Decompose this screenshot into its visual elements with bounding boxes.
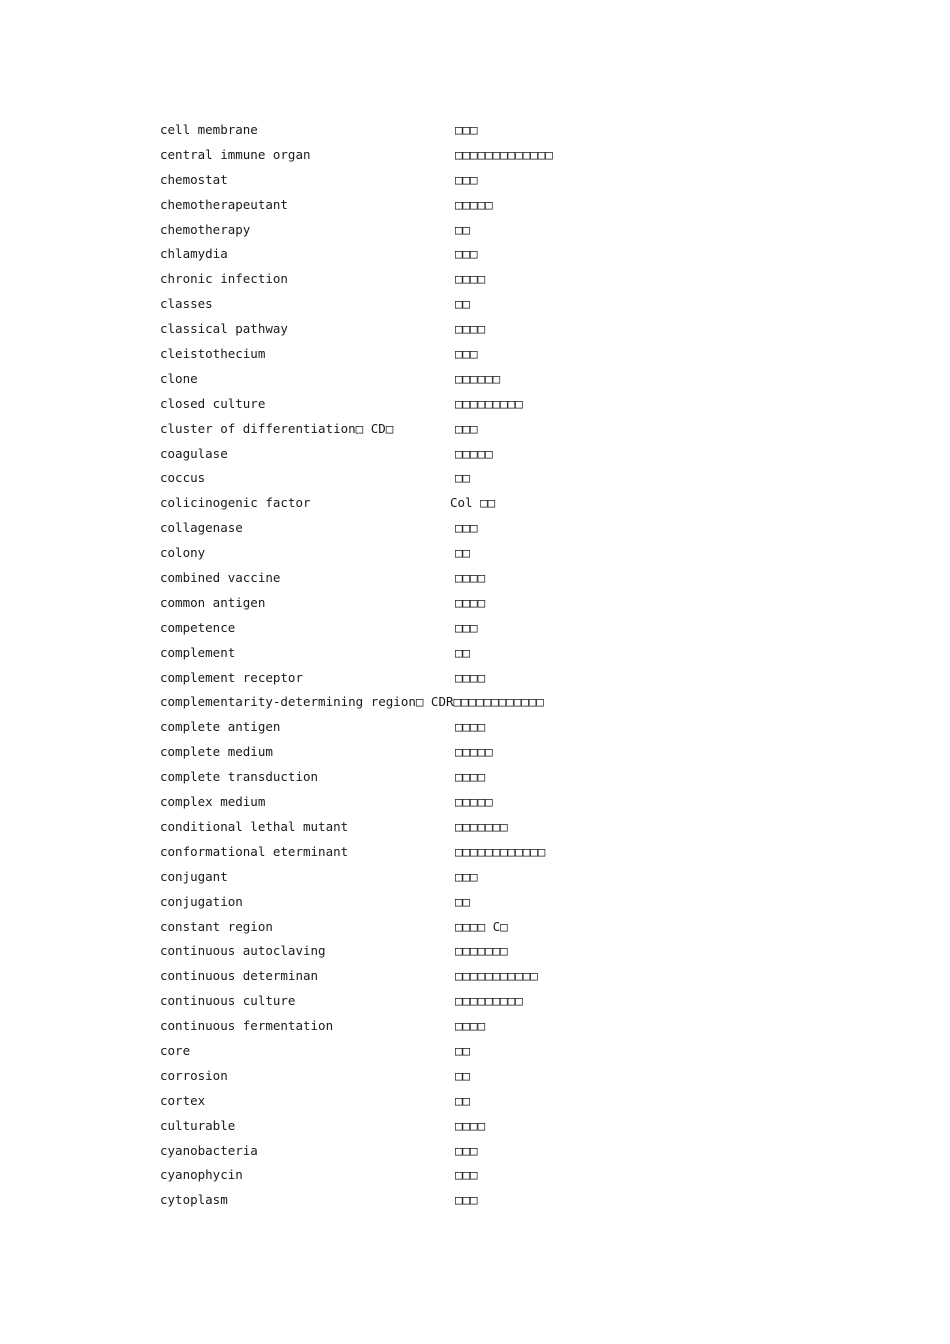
entry-term: continuous culture (160, 993, 296, 1009)
entry-translation: □□□□□□□□□□□ (455, 968, 538, 984)
entry-translation: □□ (455, 1092, 471, 1108)
glossary-entry (160, 518, 860, 543)
glossary-entry (160, 767, 860, 792)
entry-term: colicinogenic factor (160, 495, 311, 511)
entry-translation: □□ (455, 470, 471, 486)
entry-translation: □□□□□ (455, 744, 493, 760)
glossary-entry (160, 294, 860, 319)
entry-term: core (160, 1042, 191, 1058)
glossary-entry (160, 543, 860, 568)
glossary-entry (160, 1091, 860, 1116)
entry-translation: □□□□ (455, 594, 486, 610)
entry-translation: □□□□□□ (455, 370, 501, 386)
entry-term: coagulase (160, 445, 228, 461)
entry-translation: □□□□□□□□□ (455, 395, 523, 411)
glossary-entry (160, 195, 860, 220)
entry-translation: Col □□ (450, 495, 496, 511)
entry-term: complementarity-determining region□ CDR□□□□□□□□□□□□ (160, 694, 544, 710)
glossary-entry (160, 668, 860, 693)
entry-term: corrosion (160, 1067, 228, 1083)
glossary-entry (160, 1066, 860, 1091)
entry-translation: □□ (455, 1042, 471, 1058)
glossary-entry (160, 817, 860, 842)
entry-term: chemostat (160, 171, 228, 187)
entry-term: complete transduction (160, 769, 319, 785)
entry-term: collagenase (160, 520, 243, 536)
entry-term: culturable (160, 1117, 236, 1133)
glossary-entry (160, 493, 860, 518)
entry-term: classical pathway (160, 321, 288, 337)
glossary-entry (160, 1016, 860, 1041)
entry-translation: □□□□ (455, 1117, 486, 1133)
entry-translation: □□□ (455, 1142, 478, 1158)
glossary-entry (160, 1190, 860, 1215)
glossary-entry (160, 842, 860, 867)
glossary-entry (160, 394, 860, 419)
glossary-entry (160, 468, 860, 493)
entry-translation: □□□□ (455, 321, 486, 337)
entry-term: continuous determinan (160, 968, 319, 984)
glossary-entry (160, 966, 860, 991)
entry-term: continuous autoclaving (160, 943, 326, 959)
glossary-entry (160, 1165, 860, 1190)
glossary-entry (160, 369, 860, 394)
glossary-entry (160, 618, 860, 643)
entry-term: chemotherapy (160, 221, 251, 237)
glossary-entry (160, 917, 860, 942)
glossary-entry (160, 742, 860, 767)
entry-term: complex medium (160, 794, 266, 810)
entry-translation: □□□ (455, 520, 478, 536)
entry-term: chlamydia (160, 246, 228, 262)
entry-translation: □□□□□ (455, 196, 493, 212)
entry-term: cleistothecium (160, 346, 266, 362)
entry-translation: □□□□□ (455, 794, 493, 810)
entry-term: classes (160, 296, 213, 312)
glossary-entry (160, 892, 860, 917)
entry-translation: □□□ (455, 171, 478, 187)
glossary-entry (160, 692, 860, 717)
entry-term: cyanophycin (160, 1167, 243, 1183)
entry-term: conjugant (160, 868, 228, 884)
glossary-entry (160, 792, 860, 817)
entry-translation: □□□□□□□□□□□□□ (455, 146, 553, 162)
entry-term: cell membrane (160, 122, 258, 137)
entry-translation: □□□□ (455, 570, 486, 586)
entry-translation: □□ (455, 545, 471, 561)
entry-term: conformational eterminant (160, 843, 349, 859)
glossary-entry (160, 1041, 860, 1066)
glossary-entry (160, 593, 860, 618)
entry-term: common antigen (160, 594, 266, 610)
entry-translation: □□□□□□□ (455, 943, 508, 959)
entry-translation: □□ (455, 221, 471, 237)
glossary-entry (160, 120, 860, 145)
entry-translation: □□□ (455, 246, 478, 262)
entry-term: chemotherapeutant (160, 196, 288, 212)
glossary-entry (160, 269, 860, 294)
entry-translation: □□□□ (455, 1018, 486, 1034)
entry-term: central immune organ (160, 146, 311, 162)
entry-term: complete medium (160, 744, 273, 760)
glossary-entry (160, 220, 860, 245)
entry-translation: □□□ (455, 868, 478, 884)
entry-translation: □□□□□□□□□□□□ (455, 843, 546, 859)
entry-translation: □□□ (455, 122, 478, 137)
entry-translation: □□□ (455, 420, 478, 436)
glossary-entry (160, 170, 860, 195)
entry-term: cluster of differentiation□ CD□ (160, 420, 394, 436)
entry-translation: □□ (455, 296, 471, 312)
entry-translation: □□□ (455, 1192, 478, 1208)
entry-translation: □□□□ (455, 769, 486, 785)
entry-translation: □□□□□□□ (455, 818, 508, 834)
entry-translation: □□ (455, 1067, 471, 1083)
entry-translation: □□□ (455, 1167, 478, 1183)
entry-term: constant region (160, 918, 273, 934)
glossary-entry (160, 1116, 860, 1141)
entry-term: conjugation (160, 893, 243, 909)
entry-term: continuous fermentation (160, 1018, 334, 1034)
glossary-entry (160, 444, 860, 469)
glossary-entry (160, 867, 860, 892)
entry-term: cortex (160, 1092, 206, 1108)
glossary-entry (160, 991, 860, 1016)
glossary-entry (160, 145, 860, 170)
entry-term: coccus (160, 470, 206, 486)
entry-translation: □□□□ (455, 669, 486, 685)
glossary-entry (160, 941, 860, 966)
entry-term: complement receptor (160, 669, 303, 685)
glossary-entry (160, 1141, 860, 1166)
entry-translation: □□ (455, 893, 471, 909)
entry-translation: □□□□□ (455, 445, 493, 461)
entry-term: clone (160, 370, 198, 386)
entry-term: competence (160, 619, 236, 635)
entry-term: colony (160, 545, 206, 561)
entry-translation: □□□□ (455, 719, 486, 735)
glossary-entry (160, 344, 860, 369)
glossary-entry (160, 319, 860, 344)
entry-translation: □□□□ (455, 271, 486, 287)
entry-term: combined vaccine (160, 570, 281, 586)
entry-translation: □□□ (455, 619, 478, 635)
entry-term: cytoplasm (160, 1192, 228, 1208)
entry-translation: □□□□ C□ (455, 918, 508, 934)
glossary-entry (160, 717, 860, 742)
entry-term: closed culture (160, 395, 266, 411)
glossary-entry (160, 568, 860, 593)
entry-translation: □□ (455, 644, 471, 660)
glossary-entry (160, 244, 860, 269)
entry-term: chronic infection (160, 271, 288, 287)
glossary-list (160, 120, 860, 1215)
entry-translation: □□□□□□□□□ (455, 993, 523, 1009)
entry-term: complete antigen (160, 719, 281, 735)
entry-translation: □□□ (455, 346, 478, 362)
glossary-entry (160, 643, 860, 668)
entry-term: complement (160, 644, 236, 660)
entry-term: conditional lethal mutant (160, 818, 349, 834)
entry-term: cyanobacteria (160, 1142, 258, 1158)
glossary-entry (160, 419, 860, 444)
